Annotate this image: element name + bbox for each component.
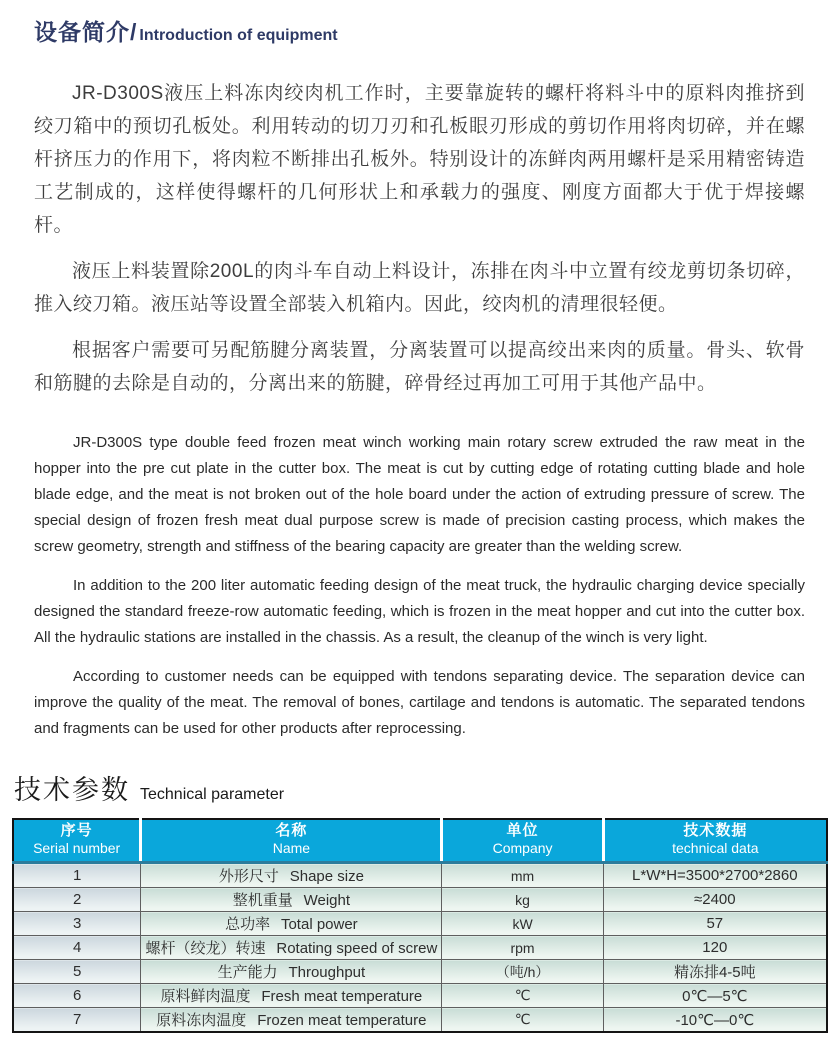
en-paragraph-3: According to customer needs can be equipped with tendons separating device. The separation device can improve the quality of the meat. The removal of bones, cartilage and tendons is automatic. The separated tendons and fragments can be used for other products after reprocessing. xyxy=(34,668,805,737)
unit-cell: kg xyxy=(442,888,603,912)
name-zh: 外形尺寸 xyxy=(218,868,279,885)
english-description xyxy=(0,430,839,742)
name-en: Shape size xyxy=(289,868,364,885)
value-cell: L*W*H=3500*2700*2860 xyxy=(603,863,827,888)
en-paragraph-2: In addition to the 200 liter automatic feeding design of the meat truck, the hydraulic charging device specially designed the standard freeze-row automatic feeding, which is frozen in the meat hopper and cut into the cutter box. All the hydraulic stations are installed in the chassis. As a result, the cleanup of the winch is very light. xyxy=(34,577,805,646)
header-unit-en: Company xyxy=(492,840,553,856)
header-name-zh: 名称 xyxy=(275,822,308,839)
table-row xyxy=(13,984,827,1008)
value-cell: -10℃—0℃ xyxy=(603,1008,827,1033)
unit-cell: （吨/h） xyxy=(442,960,603,984)
name-zh: 生产能力 xyxy=(217,964,278,981)
header-serial-zh: 序号 xyxy=(60,822,93,839)
header-data-zh: 技术数据 xyxy=(683,822,748,839)
name-en: Total power xyxy=(280,916,358,933)
header-serial-en: Serial number xyxy=(33,840,121,856)
heading-zh: 技术参数 xyxy=(14,775,130,805)
zh-paragraph-2: 液压上料装置除200L的肉斗车自动上料设计，冻排在肉斗中立置有绞龙剪切条切碎，推入绞刀箱。液压站等设置全部装入机箱内。因此，绞肉机的清理很轻便。 xyxy=(34,261,805,315)
technical-parameter-heading xyxy=(0,768,839,807)
header-unit xyxy=(442,819,603,863)
table-row xyxy=(13,936,827,960)
table-row xyxy=(13,1008,827,1033)
value-cell: 精冻排4-5吨 xyxy=(603,960,827,984)
unit-cell: kW xyxy=(442,912,603,936)
name-en: Fresh meat temperature xyxy=(261,988,423,1005)
equipment-intro-heading xyxy=(0,14,839,47)
name-zh: 总功率 xyxy=(225,916,271,933)
unit-cell: ℃ xyxy=(442,984,603,1008)
name-en: Weight xyxy=(303,892,351,909)
name-cell xyxy=(141,1008,442,1033)
name-en: Rotating speed of screw xyxy=(276,940,438,957)
name-cell xyxy=(141,863,442,888)
name-zh: 原料鲜肉温度 xyxy=(160,988,251,1005)
table-body xyxy=(13,863,827,1033)
name-cell xyxy=(141,984,442,1008)
serial-number-cell: 4 xyxy=(13,936,141,960)
name-cell xyxy=(141,960,442,984)
serial-number-cell: 7 xyxy=(13,1008,141,1033)
table-row xyxy=(13,888,827,912)
name-cell xyxy=(141,912,442,936)
table-row xyxy=(13,863,827,888)
technical-parameter-table-wrap xyxy=(0,818,839,1047)
heading-zh: 设备简介/ xyxy=(34,19,138,45)
value-cell: 120 xyxy=(603,936,827,960)
name-zh: 螺杆（绞龙）转速 xyxy=(145,940,266,957)
zh-paragraph-3: 根据客户需要可另配筋腱分离装置，分离装置可以提高绞出来肉的质量。骨头、软骨和筋腱的去除是自动的，分离出来的筋腱，碎骨经过再加工可用于其他产品中。 xyxy=(34,340,805,394)
serial-number-cell: 2 xyxy=(13,888,141,912)
name-en: Throughput xyxy=(288,964,366,981)
header-unit-zh: 单位 xyxy=(506,822,539,839)
name-zh: 原料冻肉温度 xyxy=(156,1012,247,1029)
value-cell: 57 xyxy=(603,912,827,936)
header-technical-data xyxy=(603,819,827,863)
unit-cell: mm xyxy=(442,863,603,888)
header-data-en: technical data xyxy=(672,840,759,856)
name-en: Frozen meat temperature xyxy=(257,1012,427,1029)
name-cell xyxy=(141,888,442,912)
table-header xyxy=(13,819,827,863)
value-cell: 0℃—5℃ xyxy=(603,984,827,1008)
header-name-en: Name xyxy=(272,840,311,856)
heading-en: Introduction of equipment xyxy=(139,27,338,44)
serial-number-cell: 3 xyxy=(13,912,141,936)
unit-cell: rpm xyxy=(442,936,603,960)
zh-paragraph-1: JR-D300S液压上料冻肉绞肉机工作时，主要靠旋转的螺杆将料斗中的原料肉推挤到绞刀箱中的预切孔板处。利用转动的切刀刃和孔板眼刃形成的剪切作用将肉切碎，并在螺杆挤压力的作用下，将肉粒不断排出孔板外。特别设计的冻鲜肉两用螺杆是采用精密铸造工艺制成的，这样使得螺杆的几何形状上和承载力的强度、刚度方面都大于优于焊接螺杆。 xyxy=(34,83,805,236)
serial-number-cell: 5 xyxy=(13,960,141,984)
en-paragraph-1: JR-D300S type double feed frozen meat winch working main rotary screw extruded the raw meat in the hopper into the pre cut plate in the cutter box. The meat is cut by cutting edge of rotating cutting blade and hole blade edge, and the meat is not broken out of the hole board under the action of extruding pressure of screw. The special design of frozen fresh meat dual purpose screw is made of precision casting process, which makes the screw geometry, strength and stiffness of the bearing capacity are greater than the welding screw. xyxy=(34,434,805,555)
header-serial-number xyxy=(13,819,141,863)
table-row xyxy=(13,912,827,936)
name-zh: 整机重量 xyxy=(232,892,293,909)
technical-parameter-table xyxy=(12,818,828,1033)
table-row xyxy=(13,960,827,984)
serial-number-cell: 6 xyxy=(13,984,141,1008)
chinese-description xyxy=(0,77,839,400)
heading-en: Technical parameter xyxy=(140,786,285,803)
header-name xyxy=(141,819,442,863)
unit-cell: ℃ xyxy=(442,1008,603,1033)
value-cell: ≈2400 xyxy=(603,888,827,912)
serial-number-cell: 1 xyxy=(13,863,141,888)
name-cell xyxy=(141,936,442,960)
